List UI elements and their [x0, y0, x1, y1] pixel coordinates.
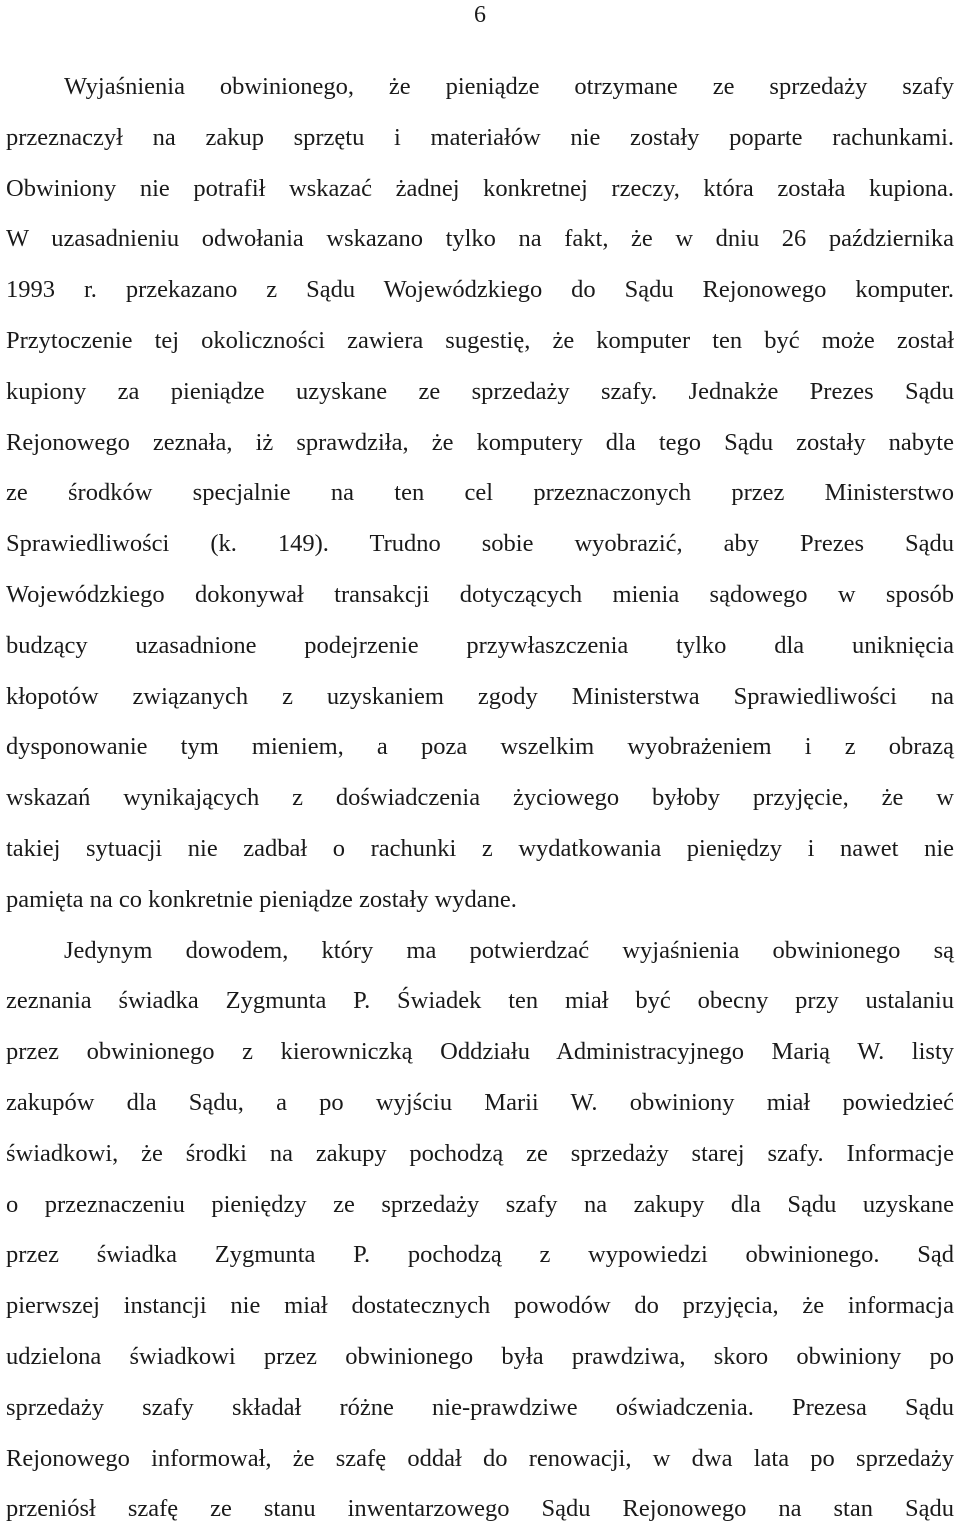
text-line: takiej sytuacji nie zadbał o rachunki z wydatkowania pieniędzy i nawet nie — [6, 834, 954, 862]
text-line: Obwiniony nie potrafił wskazać żadnej konkretnej rzeczy, która została kupiona. — [6, 174, 954, 202]
text-line: świadkowi, że środki na zakupy pochodzą ze sprzedaży starej szafy. Informacje — [6, 1139, 954, 1167]
text-line: 1993 r. przekazano z Sądu Wojewódzkiego do Sądu Rejonowego komputer. — [6, 276, 954, 304]
text-line: kłopotów związanych z uzyskaniem zgody Ministerstwa Sprawiedliwości na — [6, 682, 954, 710]
text-line: zakupów dla Sądu, a po wyjściu Marii W. obwiniony miał powiedzieć — [6, 1088, 954, 1116]
text-line: o przeznaczeniu pieniędzy ze sprzedaży szafy na zakupy dla Sądu uzyskane — [6, 1190, 954, 1218]
text-line: zeznania świadka Zygmunta P. Świadek ten miał być obecny przy ustalaniu — [6, 987, 954, 1015]
text-line: pierwszej instancji nie miał dostatecznych powodów do przyjęcia, że informacja — [6, 1292, 954, 1320]
text-line: przeniósł szafę ze stanu inwentarzowego Sądu Rejonowego na stan Sądu — [6, 1495, 954, 1523]
page-number: 6 — [474, 2, 486, 28]
text-line: Sprawiedliwości (k. 149). Trudno sobie wyobrazić, aby Prezes Sądu — [6, 530, 954, 558]
paragraph — [6, 926, 954, 1535]
text-line: dysponowanie tym mieniem, a poza wszelkim wyobrażeniem i z obrazą — [6, 733, 954, 761]
text-line: Wyjaśnienia obwinionego, że pieniądze otrzymane ze sprzedaży szafy — [64, 73, 954, 100]
text-line: pamięta na co konkretnie pieniądze zostały wydane. — [6, 885, 517, 913]
text-line: ze środków specjalnie na ten cel przeznaczonych przez Ministerstwo — [6, 479, 954, 507]
text-line: Jedynym dowodem, który ma potwierdzać wyjaśnienia obwinionego są — [64, 936, 954, 964]
document-body — [6, 62, 954, 1535]
text-line: przeznaczył na zakup sprzętu i materiałów nie zostały poparte rachunkami. — [6, 123, 954, 151]
text-line: budzący uzasadnione podejrzenie przywłaszczenia tylko dla uniknięcia — [6, 631, 954, 659]
text-line: udzielona świadkowi przez obwinionego była prawdziwa, skoro obwiniony po — [6, 1342, 954, 1370]
text-line: Rejonowego informował, że szafę oddał do renowacji, w dwa lata po sprzedaży — [6, 1444, 954, 1472]
text-line: W uzasadnieniu odwołania wskazano tylko na fakt, że w dniu 26 października — [6, 225, 954, 253]
text-line: przez świadka Zygmunta P. pochodzą z wypowiedzi obwinionego. Sąd — [6, 1241, 954, 1269]
text-line: Rejonowego zeznała, iż sprawdziła, że komputery dla tego Sądu zostały nabyte — [6, 428, 954, 456]
text-line: wskazań wynikających z doświadczenia życiowego byłoby przyjęcie, że w — [6, 784, 954, 812]
text-line: przez obwinionego z kierowniczką Oddziału Administracyjnego Marią W. listy — [6, 1038, 954, 1066]
text-line: kupiony za pieniądze uzyskane ze sprzedaży szafy. Jednakże Prezes Sądu — [6, 377, 954, 405]
text-line: sprzedaży szafy składał różne nie-prawdziwe oświadczenia. Prezesa Sądu — [6, 1393, 954, 1421]
text-line: Przytoczenie tej okoliczności zawiera sugestię, że komputer ten być może został — [6, 326, 954, 354]
paragraph — [6, 62, 954, 926]
text-line: Wojewódzkiego dokonywał transakcji dotyczących mienia sądowego w sposób — [6, 580, 954, 608]
